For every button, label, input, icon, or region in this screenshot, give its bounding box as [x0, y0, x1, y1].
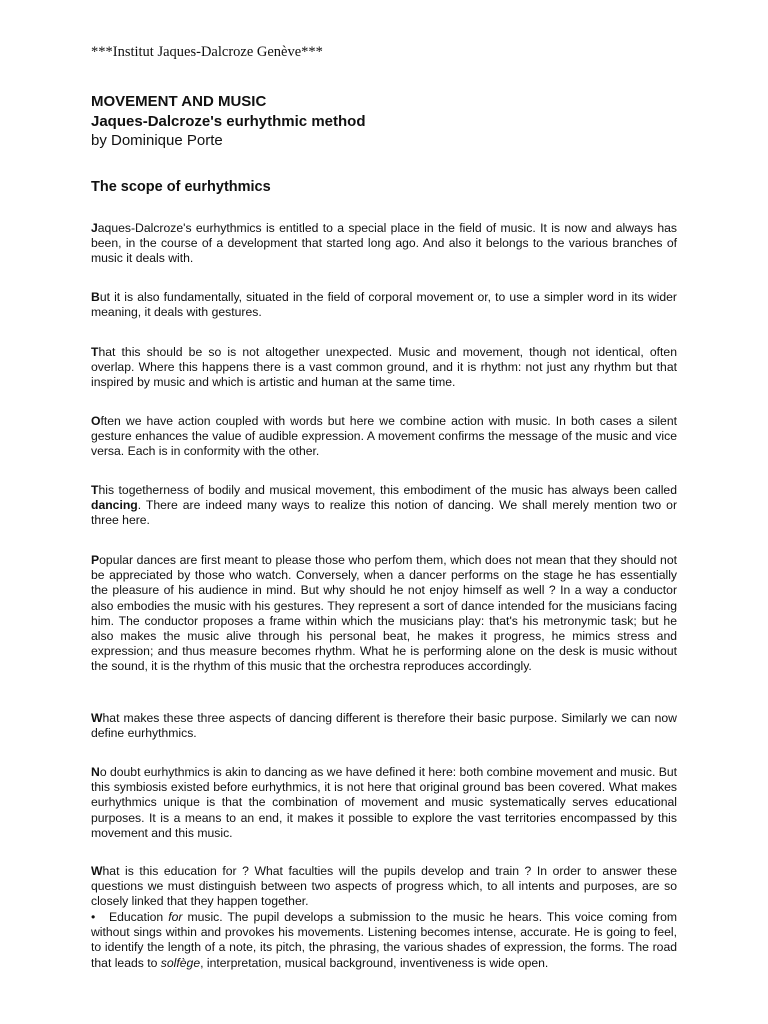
drop-initial: N [91, 765, 100, 779]
drop-initial: B [91, 290, 100, 304]
paragraph-text: his togetherness of bodily and musical movement, this embodiment of the music has always been called [98, 483, 677, 497]
paragraph-8 [91, 765, 677, 841]
article-title: MOVEMENT AND MUSIC [91, 93, 267, 110]
emphasis-solfege: solfège [160, 955, 201, 970]
drop-initial: P [91, 553, 100, 567]
paragraph-3 [91, 345, 677, 391]
paragraph-text: hat makes these three aspects of dancing different is therefore their basic purpose. Similarly we can now define eurhythmics. [91, 711, 677, 741]
paragraph-2 [91, 290, 677, 320]
bullet-lead: Education [109, 910, 169, 924]
bullet-text: music. The pupil develops a submission to the music he hears. This voice coming from without sings within and provokes his movements. Listening becomes intense, accurate. He is going to feel, to identify the length of a note, its pitch, the phrasing, the various shades of expression, the forms. The road that leads to [91, 910, 678, 970]
bullet-marker: • [91, 910, 96, 924]
bullet-item-education-for-music [91, 910, 677, 971]
paragraph-text: aques-Dalcroze's eurhythmics is entitled to a special place in the field of music. It is now and always has been, in the course of a development that started long ago. And also it belongs to the various branches of music it deals with. [91, 221, 677, 266]
paragraph-5 [91, 483, 677, 529]
paragraph-9 [91, 864, 677, 910]
drop-initial: W [91, 711, 103, 725]
article-subtitle: Jaques-Dalcroze's eurhythmic method [91, 113, 366, 130]
drop-initial: J [91, 221, 98, 235]
paragraph-text: o doubt eurhythmics is akin to dancing as we have defined it here: both combine movement and music. But this symbiosis existed before eurhythmics, it is not here that original ground bas been covered. What makes eurhythmics unique is that the combination of movement and music systematically serves educational purposes. It is a means to an end, it makes it possible to explore the vast territories encompassed by this movement and this music. [91, 765, 678, 840]
paragraph-4 [91, 414, 677, 460]
emphasis-for: for [168, 910, 183, 924]
paragraph-7 [91, 711, 677, 741]
article-byline: by Dominique Porte [91, 132, 223, 149]
drop-initial: O [91, 414, 101, 428]
section-heading: The scope of eurhythmics [91, 179, 271, 195]
drop-initial: T [91, 483, 99, 497]
paragraph-text-continued: . There are indeed many ways to realize this notion of dancing. We shall merely mention two or three here. [91, 498, 677, 528]
paragraph-text: hat this should be so is not altogether unexpected. Music and movement, though not identical, often overlap. Where this happens there is a vast common ground, and it is rhythm: not just any rhythm but that inspired by music and which is artistic and human at the same time. [91, 345, 677, 390]
paragraph-text: hat is this education for ? What faculties will the pupils develop and train ? In order to answer these questions we must distinguish between two aspects of progress which, to all intents and purposes, are so closely linked that they happen together. [91, 864, 677, 909]
paragraph-1 [91, 221, 677, 267]
emphasis-dancing: dancing [91, 498, 138, 513]
paragraph-text: ften we have action coupled with words but here we combine action with music. In both cases a silent gesture enhances the value of audible expression. A movement confirms the message of the music and vice versa. Each is in conformity with the other. [91, 414, 677, 459]
bullet-text-end: , interpretation, musical background, inventiveness is wide open. [200, 955, 549, 970]
paragraph-text: opular dances are first meant to please those who perfom them, which does not mean that they should not be appreciated by those who watch. Conversely, when a dancer performs on the stage he has essentially the pleasure of his audience in mind. But why should he not enjoy himself as well ? In a way a conductor also embodies the music with his gestures. They represent a sort of dance intended for the musicians facing him. The conductor proposes a frame within which the musicians play: that's his metronymic task; but he also makes the music alive through his personal beat, he makes it progress, he mimics stress and expression; and thus measure becomes rhythm. What he is performing alone on the desk is music without the sound, it is the rhythm of this music that the orchestra reproduces accordingly. [91, 553, 677, 674]
drop-initial: W [91, 864, 103, 878]
paragraph-text: ut it is also fundamentally, situated in the field of corporal movement or, to use a simpler word in its wider meaning, it deals with gestures. [91, 290, 677, 320]
institute-header: ***Institut Jaques-Dalcroze Genève*** [91, 44, 323, 60]
drop-initial: T [91, 345, 99, 359]
paragraph-6 [91, 553, 677, 675]
